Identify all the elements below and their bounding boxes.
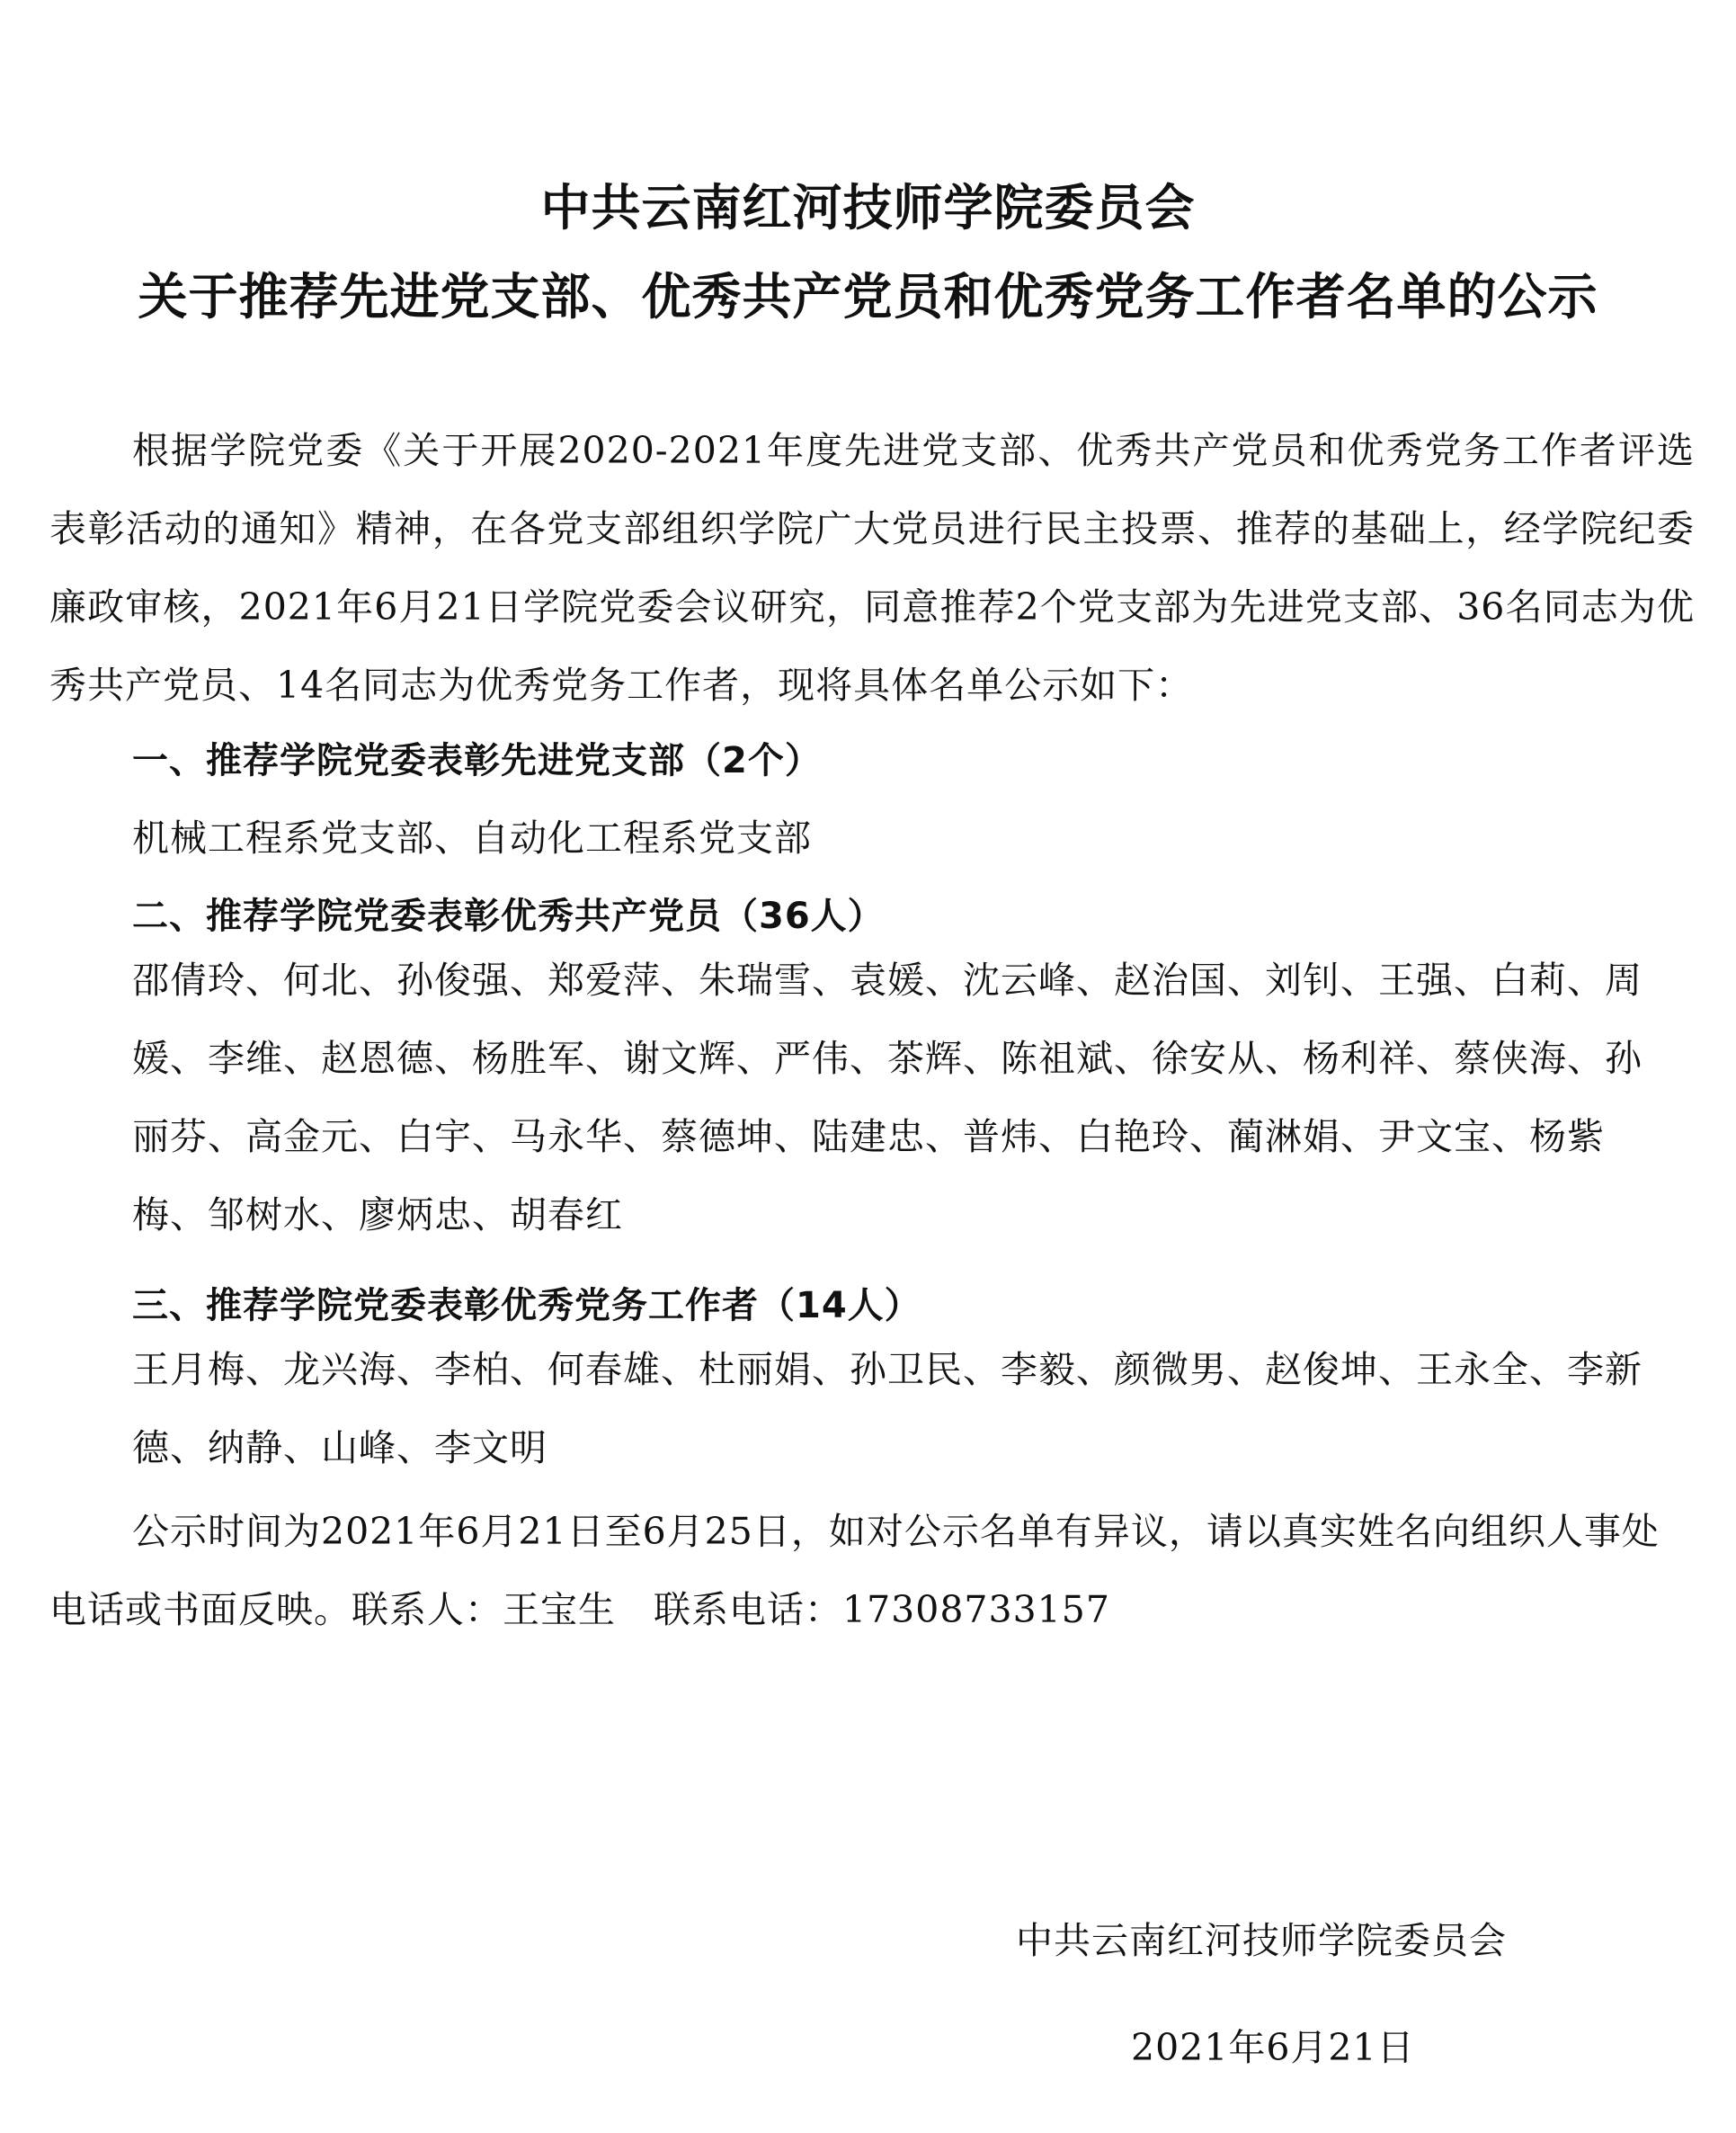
intro-paragraph: 根据学院党委《关于开展2020-2021年度先进党支部、优秀共产党员和优秀党务工作者评选表彰活动的通知》精神，在各党支部组织学院广大党员进行民主投票、推荐的基础上，经学院纪委廉政审核，2021年6月21日学院党委会议研究，同意推荐2个党支部为先进党支部、36名同志为优秀共产党员、14名同志为优秀党务工作者，现将具体名单公示如下： [49, 429, 1695, 707]
document-title-line2: 关于推荐先进党支部、优秀共产党员和优秀党务工作者名单的公示 [138, 268, 1598, 326]
section2-heading: 二、推荐学院党委表彰优秀共产党员（36人） [132, 896, 885, 937]
document-title-line1: 中共云南红河技师学院委员会 [540, 179, 1196, 237]
signature-date: 2021年6月21日 [1131, 2026, 1415, 2069]
section1-content: 机械工程系党支部、自动化工程系党支部 [132, 817, 812, 860]
signature-organization: 中共云南红河技师学院委员会 [1016, 1919, 1507, 1962]
section1-heading: 一、推荐学院党委表彰先进党支部（2个） [132, 740, 822, 781]
section2-name-list: 邵倩玲、何北、孙俊强、郑爱萍、朱瑞雪、袁媛、沈云峰、赵治国、刘钊、王强、白莉、周媛、李维、赵恩德、杨胜军、谢文辉、严伟、茶辉、陈祖斌、徐安从、杨利祥、蔡侠海、孙丽芬、高金元、白宇、马永华、蔡德坤、陆建忠、普炜、白艳玲、蔺淋娟、尹文宝、杨紫梅、邹树水、廖炳忠、胡春红 [132, 959, 1643, 1236]
closing-paragraph: 公示时间为2021年6月21日至6月25日，如对公示名单有异议，请以真实姓名向组织人事处电话或书面反映。联系人：王宝生 联系电话：17308733157 [49, 1510, 1660, 1631]
section3-name-list: 王月梅、龙兴海、李柏、何春雄、杜丽娟、孙卫民、李毅、颜微男、赵俊坤、王永全、李新德、纳静、山峰、李文明 [132, 1348, 1643, 1469]
section3-heading: 三、推荐学院党委表彰优秀党务工作者（14人） [132, 1285, 921, 1326]
